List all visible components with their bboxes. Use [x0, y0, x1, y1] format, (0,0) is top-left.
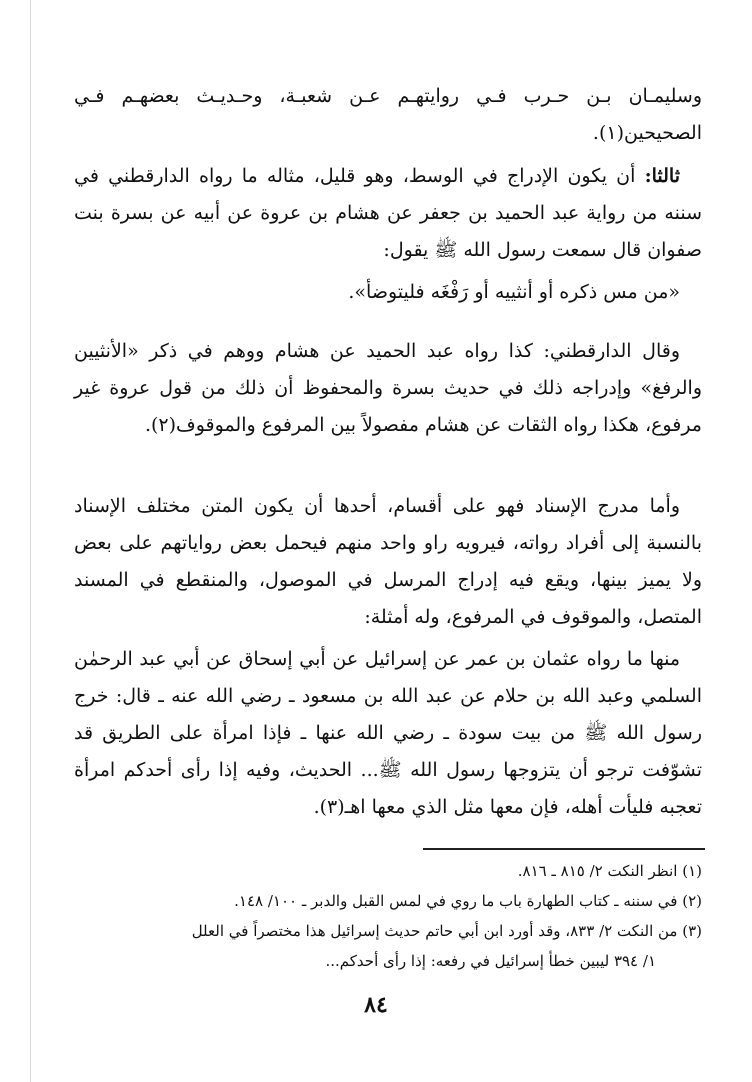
paragraph-3	[74, 274, 702, 311]
footnote-2: (٢) في سننه ـ كتاب الطهارة باب ما روي في لمس القبل والدبر ـ ١٠٠/ ١٤٨.	[234, 892, 702, 910]
paragraph-5	[74, 488, 702, 636]
paragraph-4-text: وقال الدارقطني: كذا رواه عبد الحميد عن هشام ووهم في ذكر «الأنثيين والرفغ» وإدراجه ذلك في حديث بسرة والمحفوظ أن ذلك من قول عروة غير مرفوع، هكذا رواه الثقات عن هشام مفصولاً بين المرفوع والموقوف(٢).	[74, 340, 702, 436]
paragraph-6-text: منها ما رواه عثمان بن عمر عن إسرائيل عن أبي إسحاق عن أبي عبد الرحمٰن السلمي وعبد الله بن حلام عن عبد الله بن مسعود ـ رضي الله عنه ـ قال: خرج رسول الله ﷺ من بيت سودة ـ رضي الله عنها ـ فإذا امرأة على الطريق قد تشوّفت ترجو أن يتزوجها رسول الله ﷺ... الحديث، وفيه إذا رأى أحدكم امرأة تعجبه فليأت أهله، فإن معها مثل الذي معها اهـ(٣).	[74, 648, 702, 818]
scan-edge-line	[30, 0, 31, 1082]
footnotes	[74, 856, 702, 976]
footnote-3-continuation: ١/ ٣٩٤ ليبين خطأ إسرائيل في رفعه: إذا رأى أحدكم...	[325, 952, 656, 970]
paragraph-1	[74, 78, 702, 152]
footnote-separator	[423, 848, 705, 850]
paragraph-1-text: وسليمـان بـن حـرب فـي روايتهـم عـن شعبـة، وحـديـث بعضهـم فـي الصحيحين(١).	[74, 85, 702, 144]
paragraph-2-body	[74, 158, 702, 269]
paragraph-4	[74, 333, 702, 444]
footnote-3: (٣) من النكت ٢/ ٨٣٣، وقد أورد ابن أبي حاتم حديث إسرائيل هذا مختصراً في العلل	[191, 922, 702, 940]
footnote-1: (١) انظر النكت ٢/ ٨١٥ ـ ٨١٦.	[517, 862, 702, 880]
paragraph-2-text: أن يكون الإدراج في الوسط، وهو قليل، مثاله ما رواه الدارقطني في سننه من رواية عبد الحميد بن جعفر عن هشام بن عروة عن أبيه عن بسرة بنت صفوان قال سمعت رسول الله ﷺ يقول:	[74, 165, 702, 261]
paragraph-2	[74, 158, 702, 269]
paragraph-2-lead: ثالثا:	[644, 165, 680, 187]
paragraph-3-text: «من مس ذكره أو أنثييه أو رَفْغَه فليتوضأ».	[348, 281, 680, 303]
page-number: ٨٤	[364, 992, 388, 1018]
paragraph-6	[74, 641, 702, 826]
paragraph-5-text: وأما مدرج الإسناد فهو على أقسام، أحدها أن يكون المتن مختلف الإسناد بالنسبة إلى أفراد رواته، فيرويه راو واحد منهم فيحمل بعض رواياتهم على بعض ولا يميز بينها، ويقع فيه إدراج المرسل في الموصول، والمنقطع في المسند المتصل، والموقوف في المرفوع، وله أمثلة:	[74, 495, 702, 628]
